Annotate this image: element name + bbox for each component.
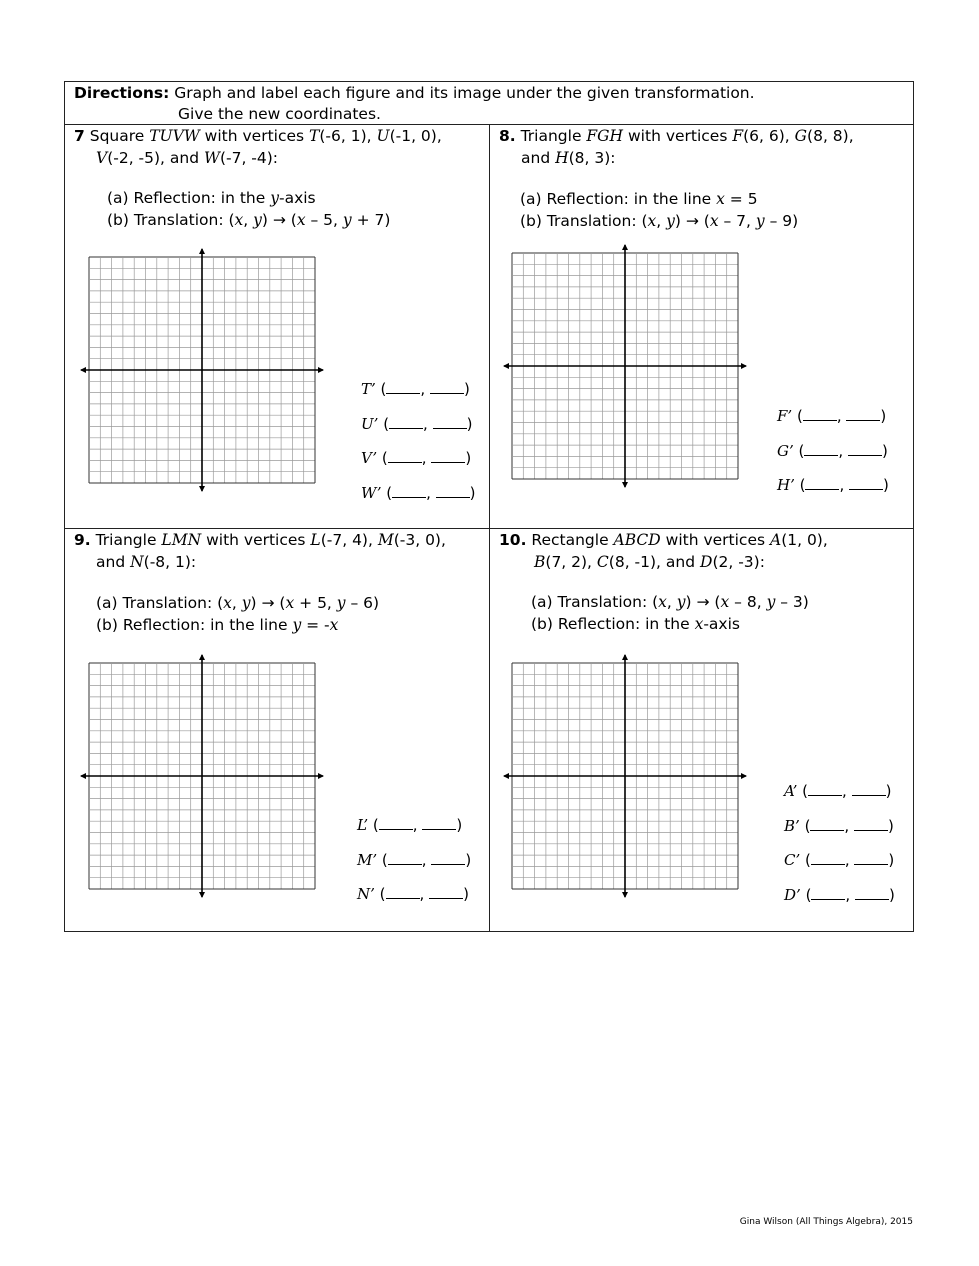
coordinate-grid[interactable]: [79, 247, 325, 493]
part-a-instruction: [520, 188, 758, 210]
text-run: TUVW: [149, 127, 200, 145]
paren-open: (: [368, 816, 379, 834]
text-run: (8, 8),: [807, 127, 854, 145]
text-run: y: [270, 189, 279, 207]
vertex-prime-label: G’: [777, 441, 794, 460]
paren-close: ): [469, 483, 476, 502]
y-coordinate-blank[interactable]: [854, 851, 888, 865]
text-run: y: [342, 211, 352, 229]
problem-10: [490, 529, 914, 932]
vertex-prime-label: N’: [357, 885, 375, 903]
text-run: (b) Translation: (: [520, 212, 648, 230]
answer-row: [357, 885, 469, 903]
problem-8: [490, 125, 914, 528]
y-coordinate-blank[interactable]: [849, 476, 883, 490]
part-b-instruction: [520, 210, 798, 232]
answer-row: [361, 484, 476, 502]
problem-statement-line-2: [96, 551, 196, 573]
text-run: with vertices: [201, 531, 311, 549]
part-a-instruction: [531, 591, 809, 613]
comma-separator: ,: [844, 816, 854, 835]
x-coordinate-blank[interactable]: [805, 476, 839, 490]
comma-separator: ,: [842, 782, 852, 800]
text-run: – 3): [775, 593, 809, 611]
text-run: (8, 3):: [568, 149, 616, 167]
text-run: ,: [231, 594, 242, 612]
text-run: Rectangle: [526, 531, 614, 549]
axis-arrowhead: [503, 363, 509, 369]
text-run: B: [534, 553, 546, 571]
axis-arrowhead: [741, 363, 747, 369]
text-run: x: [234, 211, 244, 229]
paren-open: (: [378, 414, 390, 433]
paren-open: (: [794, 476, 806, 494]
paren-open: (: [374, 885, 386, 903]
directions-text: Graph and label each figure and its image under the given transformation.: [169, 84, 755, 102]
vertex-prime-label: L’: [357, 816, 369, 834]
answer-row: [784, 851, 894, 869]
text-run: (b) Reflection: in the line: [96, 616, 293, 634]
text-run: y: [253, 211, 262, 229]
comma-separator: ,: [836, 407, 847, 425]
axis-arrowhead: [80, 367, 86, 373]
text-run: x: [296, 211, 306, 229]
paren-open: (: [377, 850, 388, 869]
y-coordinate-blank[interactable]: [422, 816, 456, 830]
x-coordinate-blank[interactable]: [386, 885, 420, 899]
axis-arrowhead: [199, 654, 205, 660]
x-coordinate-blank[interactable]: [810, 817, 844, 831]
x-coordinate-blank[interactable]: [388, 851, 422, 865]
text-run: V: [96, 149, 108, 167]
axis-arrowhead: [503, 773, 509, 779]
text-run: (-3, 0),: [393, 531, 446, 549]
text-run: (2, -3):: [712, 553, 765, 571]
text-run: and: [96, 553, 131, 571]
text-run: U: [376, 127, 390, 145]
axis-arrowhead: [741, 773, 747, 779]
text-run: x: [694, 615, 704, 633]
y-coordinate-blank[interactable]: [854, 817, 888, 831]
paren-close: ): [465, 850, 472, 869]
worksheet: [64, 81, 914, 932]
axis-arrowhead: [80, 773, 86, 779]
part-a-instruction: [107, 187, 316, 209]
text-run: ) → (: [685, 593, 721, 611]
x-coordinate-blank[interactable]: [386, 380, 420, 394]
directions-box: [65, 82, 913, 125]
text-run: (b) Reflection: in the: [531, 615, 695, 633]
axis-arrowhead: [199, 248, 205, 254]
problem-statement-line-2: [534, 551, 765, 573]
answer-row: [357, 816, 462, 834]
answer-row: [777, 442, 888, 460]
y-coordinate-blank[interactable]: [430, 380, 464, 394]
text-run: (-7, -4):: [219, 149, 279, 167]
text-run: and: [521, 149, 556, 167]
paren-open: (: [375, 380, 387, 398]
answer-row: [784, 782, 891, 800]
axis-arrowhead: [622, 244, 628, 250]
text-run: M: [377, 531, 394, 549]
vertex-prime-label: C’: [784, 851, 801, 869]
comma-separator: ,: [412, 816, 423, 834]
text-run: ) → (: [261, 211, 297, 229]
paren-close: ): [880, 407, 887, 425]
paren-open: (: [792, 407, 803, 425]
problem-9: [65, 529, 489, 932]
answer-row: [784, 817, 894, 835]
problem-number: 8.: [499, 127, 516, 145]
text-run: ABCD: [613, 531, 661, 549]
axis-arrowhead: [318, 773, 324, 779]
text-run: Square: [84, 127, 150, 145]
axis-arrowhead: [622, 654, 628, 660]
problem-statement-line-2: [521, 147, 616, 169]
text-run: x: [720, 593, 730, 611]
y-coordinate-blank[interactable]: [429, 885, 463, 899]
text-run: ,: [243, 211, 254, 229]
paren-open: (: [800, 851, 811, 869]
text-run: LMN: [161, 531, 202, 549]
axis-arrowhead: [318, 367, 324, 373]
text-run: -axis: [278, 189, 316, 207]
text-run: G: [794, 127, 808, 145]
problem-statement-line-1: [499, 125, 854, 147]
text-run: -axis: [703, 615, 740, 633]
text-run: with vertices: [199, 127, 310, 145]
x-coordinate-blank[interactable]: [389, 415, 423, 429]
vertex-prime-label: A’: [784, 782, 798, 800]
text-run: y: [766, 593, 776, 611]
x-coordinate-blank[interactable]: [811, 851, 845, 865]
coordinate-grid[interactable]: [502, 653, 748, 899]
text-run: y: [336, 594, 346, 612]
text-run: (a) Reflection: in the line: [520, 190, 717, 208]
text-run: ,: [666, 593, 677, 611]
text-run: L: [310, 531, 321, 549]
part-a-instruction: [96, 592, 379, 614]
x-coordinate-blank[interactable]: [379, 816, 413, 830]
text-run: x: [709, 212, 719, 230]
text-run: x: [658, 593, 667, 611]
axis-arrowhead: [622, 482, 628, 488]
vertex-prime-label: H’: [777, 476, 795, 494]
y-coordinate-blank[interactable]: [431, 449, 465, 463]
paren-open: (: [381, 483, 393, 502]
comma-separator: ,: [838, 441, 848, 460]
paren-open: (: [797, 782, 809, 800]
paren-close: ): [883, 476, 889, 494]
text-run: x: [285, 594, 295, 612]
answer-row: [777, 407, 886, 425]
paren-close: ): [463, 885, 469, 903]
text-run: x: [329, 616, 339, 634]
text-run: (b) Translation: (: [107, 211, 235, 229]
comma-separator: ,: [845, 885, 855, 904]
y-coordinate-blank[interactable]: [848, 442, 882, 456]
text-run: x: [223, 594, 232, 612]
problem-number: 7: [74, 127, 85, 145]
text-run: – 5,: [305, 211, 343, 229]
y-coordinate-blank[interactable]: [433, 415, 467, 429]
coordinate-grid[interactable]: [502, 243, 748, 489]
coordinate-grid[interactable]: [79, 653, 325, 899]
comma-separator: ,: [421, 449, 432, 467]
comma-separator: ,: [839, 476, 850, 494]
answer-row: [777, 476, 889, 494]
paren-close: ): [888, 851, 895, 869]
problem-number: 9.: [74, 531, 91, 549]
problem-statement-line-1: [74, 529, 446, 551]
comma-separator: ,: [421, 850, 432, 869]
problem-number: 10.: [499, 531, 527, 549]
text-run: (a) Translation: (: [531, 593, 659, 611]
directions-line-1: [74, 84, 755, 102]
vertex-prime-label: D’: [784, 885, 801, 904]
answer-row: [361, 449, 471, 467]
vertex-prime-label: V’: [361, 449, 378, 467]
problem-statement-line-2: [96, 147, 278, 169]
text-run: y: [666, 212, 675, 230]
text-run: (-2, -5), and: [107, 149, 205, 167]
footer-credit: Gina Wilson (All Things Algebra), 2015: [739, 1217, 913, 1227]
text-run: H: [555, 149, 569, 167]
problem-7: [65, 125, 489, 528]
comma-separator: ,: [420, 380, 430, 398]
vertex-prime-label: W’: [361, 483, 382, 502]
text-run: y: [755, 212, 765, 230]
x-coordinate-blank[interactable]: [392, 484, 426, 498]
x-coordinate-blank[interactable]: [803, 407, 837, 421]
text-run: N: [130, 553, 144, 571]
text-run: x: [716, 190, 725, 208]
text-run: y: [292, 616, 302, 634]
paren-close: ): [456, 816, 463, 834]
paren-open: (: [377, 449, 388, 467]
y-coordinate-blank[interactable]: [436, 484, 470, 498]
paren-close: ): [881, 441, 888, 460]
text-run: – 7,: [718, 212, 756, 230]
text-run: (8, -1), and: [608, 553, 701, 571]
text-run: (-6, 1),: [319, 127, 377, 145]
paren-close: ): [463, 380, 470, 398]
text-run: with vertices: [660, 531, 770, 549]
comma-separator: ,: [423, 414, 433, 433]
part-b-instruction: [107, 209, 390, 231]
problem-statement-line-1: [74, 125, 442, 147]
comma-separator: ,: [426, 483, 436, 502]
text-run: y: [241, 594, 251, 612]
paren-close: ): [885, 782, 892, 800]
text-run: (a) Reflection: in the: [107, 189, 271, 207]
paren-close: ): [888, 885, 895, 904]
comma-separator: ,: [844, 851, 855, 869]
text-run: Triangle: [515, 127, 587, 145]
text-run: (-8, 1):: [143, 553, 197, 571]
vertex-prime-label: B’: [784, 816, 800, 835]
text-run: F: [732, 127, 744, 145]
text-run: (1, 0),: [781, 531, 828, 549]
vertex-prime-label: F’: [777, 407, 793, 425]
text-run: – 8,: [729, 593, 767, 611]
text-run: = 5: [724, 190, 758, 208]
paren-open: (: [800, 885, 812, 904]
paren-close: ): [465, 449, 472, 467]
paren-open: (: [793, 441, 805, 460]
text-run: FGH: [586, 127, 624, 145]
text-run: (6, 6),: [743, 127, 795, 145]
text-run: A: [769, 531, 782, 549]
text-run: W: [204, 149, 220, 167]
text-run: C: [596, 553, 609, 571]
paren-open: (: [799, 816, 811, 835]
directions-line-2: Give the new coordinates.: [178, 105, 381, 123]
text-run: D: [700, 553, 713, 571]
text-run: + 7): [351, 211, 391, 229]
text-run: x: [647, 212, 657, 230]
text-run: y: [676, 593, 686, 611]
vertex-prime-label: U’: [361, 414, 379, 433]
y-coordinate-blank[interactable]: [431, 851, 465, 865]
text-run: (7, 2),: [545, 553, 597, 571]
axis-arrowhead: [622, 892, 628, 898]
answer-row: [361, 415, 472, 433]
text-run: – 6): [345, 594, 380, 612]
text-run: T: [309, 127, 320, 145]
answer-row: [357, 851, 471, 869]
x-coordinate-blank[interactable]: [388, 449, 422, 463]
text-run: + 5,: [294, 594, 337, 612]
answer-row: [784, 886, 895, 904]
axis-arrowhead: [199, 892, 205, 898]
y-coordinate-blank[interactable]: [855, 886, 889, 900]
paren-close: ): [466, 414, 473, 433]
text-run: ,: [656, 212, 667, 230]
text-run: with vertices: [623, 127, 733, 145]
text-run: Triangle: [90, 531, 162, 549]
axis-arrowhead: [199, 486, 205, 492]
part-b-instruction: [531, 613, 740, 635]
vertex-prime-label: M’: [357, 850, 378, 869]
vertex-prime-label: T’: [361, 380, 376, 398]
part-b-instruction: [96, 614, 338, 636]
y-coordinate-blank[interactable]: [846, 407, 880, 421]
comma-separator: ,: [419, 885, 430, 903]
y-coordinate-blank[interactable]: [852, 782, 886, 796]
answer-row: [361, 380, 470, 398]
text-run: = -: [301, 616, 330, 634]
text-run: (a) Translation: (: [96, 594, 224, 612]
directions-label: Directions:: [74, 84, 170, 102]
x-coordinate-blank[interactable]: [804, 442, 838, 456]
text-run: ) → (: [674, 212, 710, 230]
paren-close: ): [887, 816, 894, 835]
text-run: ) → (: [250, 594, 286, 612]
text-run: – 9): [764, 212, 799, 230]
text-run: (-1, 0),: [389, 127, 442, 145]
x-coordinate-blank[interactable]: [811, 886, 845, 900]
x-coordinate-blank[interactable]: [808, 782, 842, 796]
text-run: (-7, 4),: [320, 531, 378, 549]
problem-statement-line-1: [499, 529, 828, 551]
